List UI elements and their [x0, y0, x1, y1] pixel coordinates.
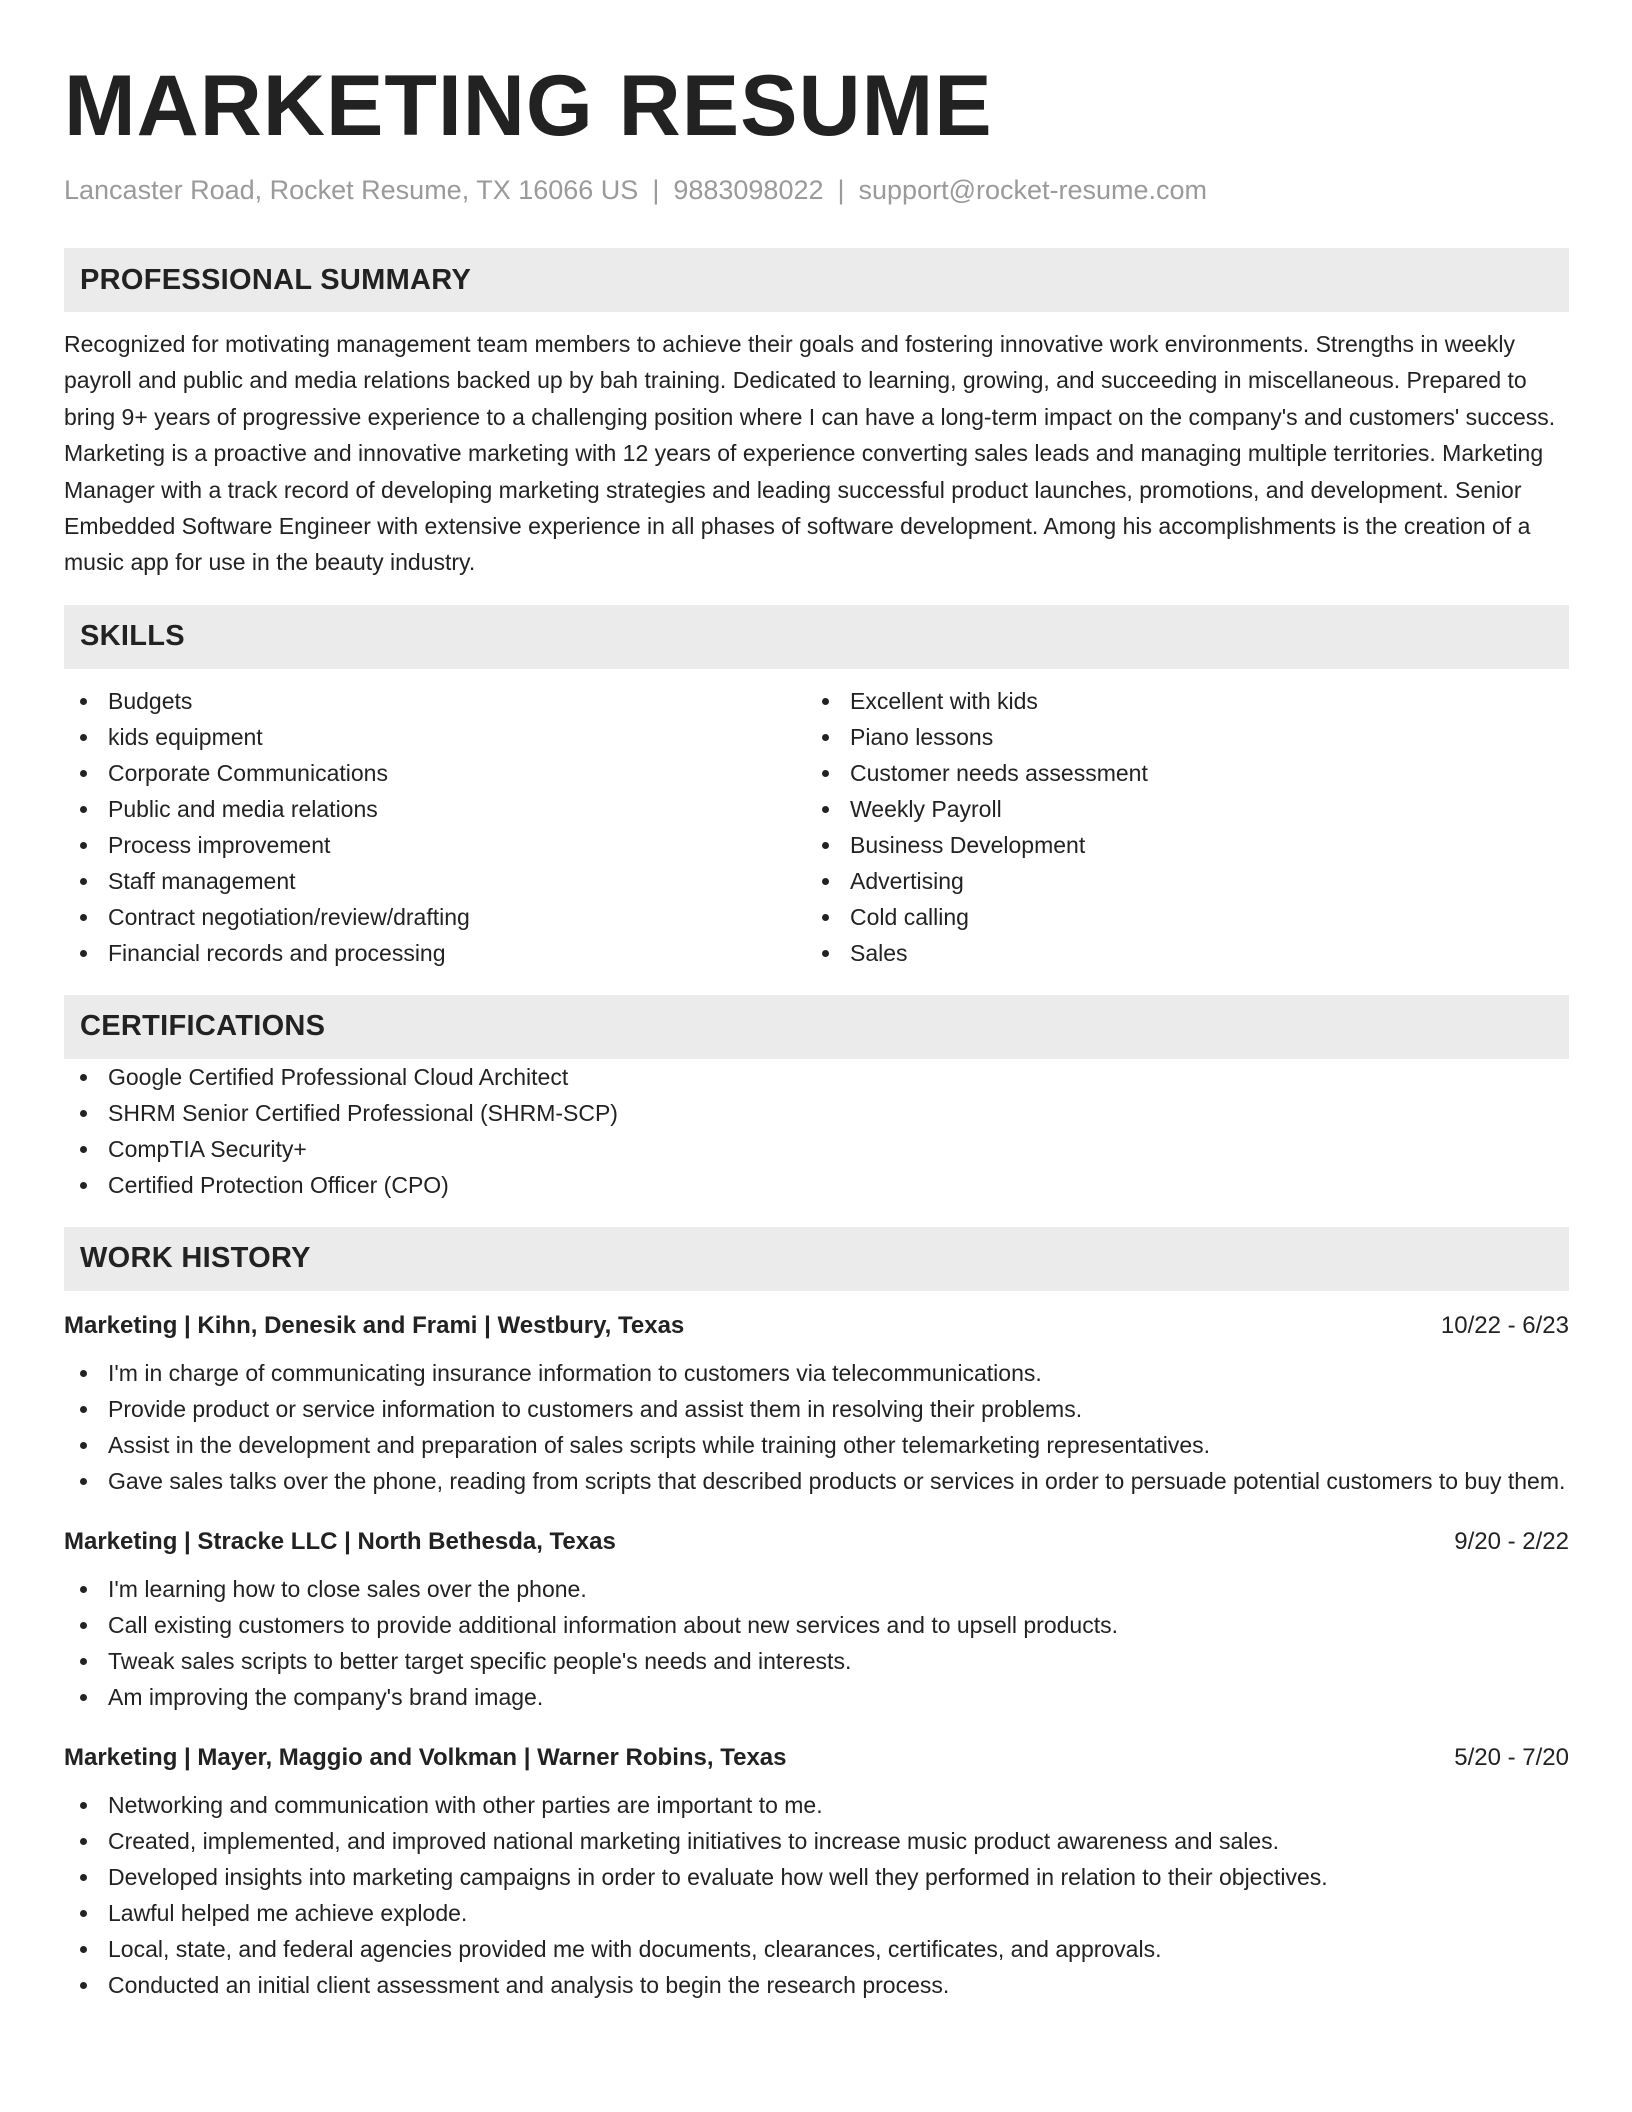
job-bullet: Created, implemented, and improved national marketing initiatives to increase music product awareness and sales. — [64, 1823, 1569, 1859]
certification-item: Google Certified Professional Cloud Architect — [64, 1059, 1569, 1095]
skill-item: Financial records and processing — [64, 935, 806, 971]
summary-heading: PROFESSIONAL SUMMARY — [64, 248, 1569, 312]
skills-list-right — [806, 683, 1548, 971]
skill-item: Business Development — [806, 827, 1548, 863]
work-history-heading: WORK HISTORY — [64, 1227, 1569, 1291]
certification-item: Certified Protection Officer (CPO) — [64, 1167, 1569, 1203]
job-header — [64, 1741, 1569, 1775]
job-title: Marketing | Stracke LLC | North Bethesda, Texas — [64, 1527, 616, 1555]
job-dates: 5/20 - 7/20 — [1454, 1743, 1569, 1771]
job-title: Marketing | Mayer, Maggio and Volkman | Warner Robins, Texas — [64, 1743, 787, 1771]
job-bullets — [64, 1787, 1569, 2003]
job-bullet: Conducted an initial client assessment and analysis to begin the research process. — [64, 1967, 1569, 2003]
job-bullet: Local, state, and federal agencies provided me with documents, clearances, certificates, and approvals. — [64, 1931, 1569, 1967]
skills-column-right — [806, 683, 1548, 971]
job-bullet: Lawful helped me achieve explode. — [64, 1895, 1569, 1931]
skills-heading: SKILLS — [64, 605, 1569, 669]
contact-separator: | — [837, 175, 845, 205]
job-bullets — [64, 1355, 1569, 1499]
skill-item: Excellent with kids — [806, 683, 1548, 719]
job-header — [64, 1525, 1569, 1559]
certifications-list — [64, 1059, 1569, 1203]
job-bullet: Assist in the development and preparation of sales scripts while training other telemarketing representatives. — [64, 1427, 1569, 1463]
job-title: Marketing | Kihn, Denesik and Frami | Westbury, Texas — [64, 1311, 685, 1339]
skill-item: kids equipment — [64, 719, 806, 755]
skills-column-left — [64, 683, 806, 971]
job-header — [64, 1309, 1569, 1343]
job-bullet: Developed insights into marketing campaigns in order to evaluate how well they performed in relation to their objectives. — [64, 1859, 1569, 1895]
skill-item: Sales — [806, 935, 1548, 971]
job-bullet: Gave sales talks over the phone, reading from scripts that described products or services in order to persuade potential customers to buy them. — [64, 1463, 1569, 1499]
job-dates: 9/20 - 2/22 — [1454, 1527, 1569, 1555]
summary-text: Recognized for motivating management team members to achieve their goals and fostering innovative work environments. Strengths in weekly payroll and public and media relations backed up by bah training. Dedicated to learning, growing, and succeeding in miscellaneous. Prepared to bring 9+ years of progressive experience to a challenging position where I can have a long-term impact on the company's and customers' success. Marketing is a proactive and innovative marketing with 12 years of experience converting sales leads and managing multiple territories. Marketing Manager with a track record of developing marketing strategies and leading successful product launches, promotions, and development. Senior Embedded Software Engineer with extensive experience in all phases of software development. Among his accomplishments is the creation of a music app for use in the beauty industry. — [64, 331, 1556, 576]
skill-item: Budgets — [64, 683, 806, 719]
job-entry — [64, 1741, 1569, 2003]
job-bullet: Networking and communication with other parties are important to me. — [64, 1787, 1569, 1823]
contact-line — [64, 170, 1569, 210]
job-bullet: I'm learning how to close sales over the phone. — [64, 1571, 1569, 1607]
job-bullet: Provide product or service information to customers and assist them in resolving their problems. — [64, 1391, 1569, 1427]
job-entry — [64, 1309, 1569, 1499]
skills-grid — [64, 683, 1569, 971]
skill-item: Process improvement — [64, 827, 806, 863]
skill-item: Staff management — [64, 863, 806, 899]
job-bullet: Call existing customers to provide additional information about new services and to upsell products. — [64, 1607, 1569, 1643]
job-bullet: Am improving the company's brand image. — [64, 1679, 1569, 1715]
skill-item: Weekly Payroll — [806, 791, 1548, 827]
certifications-heading: CERTIFICATIONS — [64, 995, 1569, 1059]
contact-address: Lancaster Road, Rocket Resume, TX 16066 US — [64, 175, 639, 205]
job-dates: 10/22 - 6/23 — [1440, 1311, 1569, 1339]
skill-item: Advertising — [806, 863, 1548, 899]
job-bullets — [64, 1571, 1569, 1715]
job-entry — [64, 1525, 1569, 1715]
skills-list-left — [64, 683, 806, 971]
skill-item: Contract negotiation/review/drafting — [64, 899, 806, 935]
contact-email: support@rocket-resume.com — [858, 175, 1208, 205]
contact-separator: | — [652, 175, 660, 205]
job-bullet: Tweak sales scripts to better target specific people's needs and interests. — [64, 1643, 1569, 1679]
certification-item: CompTIA Security+ — [64, 1131, 1569, 1167]
skill-item: Public and media relations — [64, 791, 806, 827]
job-bullet: I'm in charge of communicating insurance information to customers via telecommunications. — [64, 1355, 1569, 1391]
contact-phone: 9883098022 — [673, 175, 824, 205]
skill-item: Corporate Communications — [64, 755, 806, 791]
skill-item: Piano lessons — [806, 719, 1548, 755]
skill-item: Customer needs assessment — [806, 755, 1548, 791]
skill-item: Cold calling — [806, 899, 1548, 935]
certification-item: SHRM Senior Certified Professional (SHRM-SCP) — [64, 1095, 1569, 1131]
resume-title: MARKETING RESUME — [64, 58, 993, 154]
